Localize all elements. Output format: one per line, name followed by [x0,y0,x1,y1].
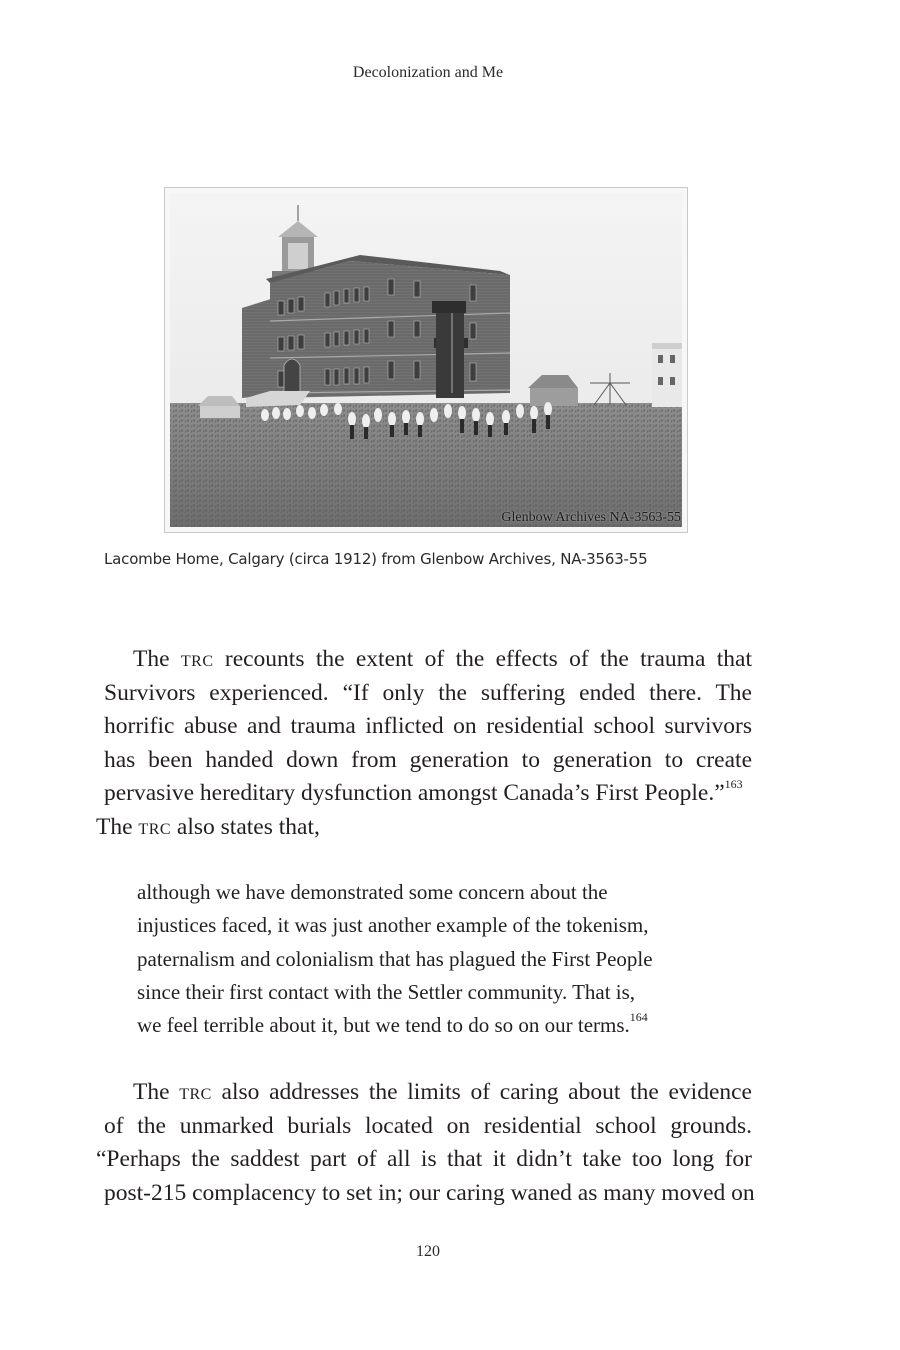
paragraph-line: “Perhaps the saddest part of all is that it didn’t take too long for [96,1146,752,1172]
paragraph-line: has been handed down from generation to generation to create [104,746,752,773]
quote-line: since their first contact with the Settler community. That is, [137,979,636,1004]
paragraph-line: Survivors experienced. “If only the suffering ended there. The [104,679,752,706]
paragraph-1 [96,643,752,844]
small-caps-acronym: trc [179,1079,212,1105]
lacombe-home-photo [170,193,682,527]
footnote-ref[interactable]: 164 [629,1010,648,1025]
quote-line: paternalism and colonialism that has plagued the First People [137,946,653,971]
paragraph-line: post-215 complacency to set in; our caring waned as many moved on [104,1179,755,1206]
page-number: 120 [416,1243,440,1260]
footnote-ref[interactable]: 163 [724,777,743,792]
paragraph-2 [96,1076,755,1210]
paragraph-line: pervasive hereditary dysfunction amongst Canada’s First People.”$^{163}$ [104,777,743,806]
paragraph-line: of the unmarked burials located on residential school grounds. [104,1112,752,1139]
photo-watermark: Glenbow Archives NA-3563-55 [501,510,681,525]
paragraph-line: horrific abuse and trauma inflicted on residential school survivors [104,713,752,739]
paragraph-line: The trc also addresses the limits of caring about the evidence [133,1079,752,1105]
small-caps-acronym: trc [138,813,172,840]
figure-caption: Lacombe Home, Calgary (circa 1912) from Glenbow Archives, NA-3563-55 [104,550,648,568]
paragraph-line: The trc recounts the extent of the effects of the trauma that [133,646,752,672]
running-head: Decolonization and Me [352,64,504,81]
archival-photo [164,187,688,533]
small-caps-acronym: trc [180,646,214,672]
quote-line: injustices faced, it was just another example of the tokenism, [137,913,649,938]
paragraph-line: The trc also states that, [96,813,320,840]
quote-line: although we have demonstrated some concern about the [137,880,608,904]
quote-line: we feel terrible about it, but we tend to do so on our terms.$^{164}$ [137,1010,648,1038]
block-quote [137,876,717,1042]
